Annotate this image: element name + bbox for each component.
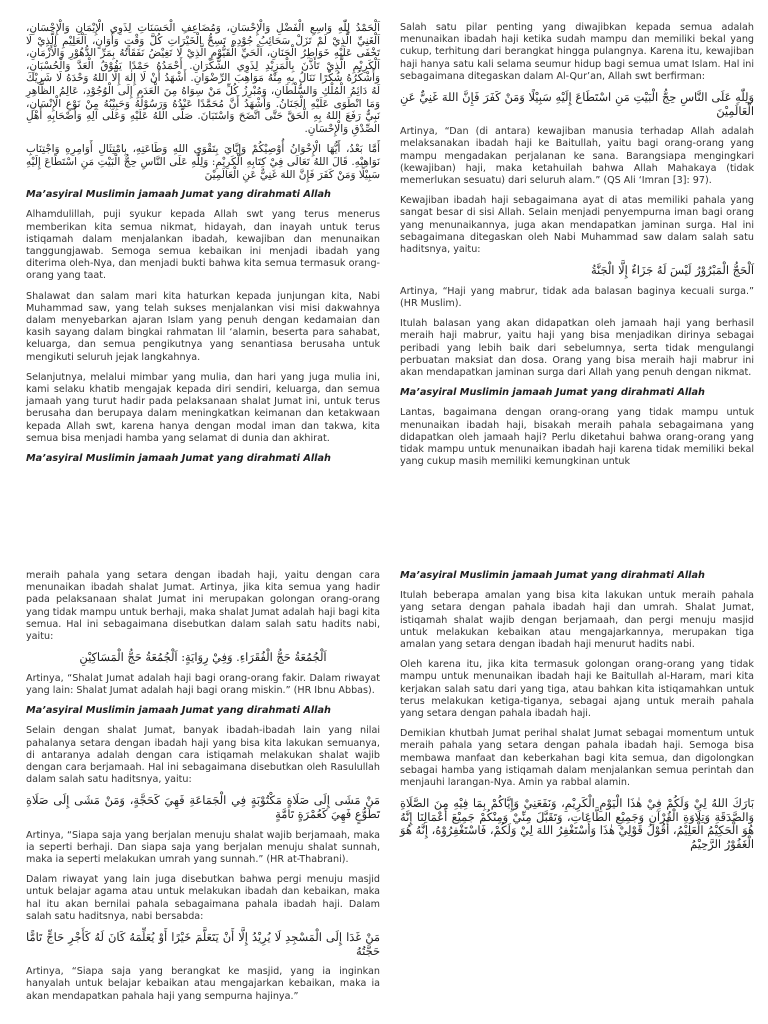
paragraph: Selanjutnya, melalui mimbar yang mulia, dan hari yang juga mulia ini, kami selaku khatib mengajak kepada diri sendiri, keluarga, dan semua jamaah yang turut hadir pada pelaksanaan shalat Jumat ini, untuk terus berusaha dan berupaya dalam meningkatkan keimanan dan ketakwaan kepada Allah swt, karena hanya dengan modal iman dan takwa, kita semua bisa menjadi hamba yang selamat di dunia dan akhirat.: [26, 371, 380, 444]
paragraph: Salah satu pilar penting yang diwajibkan kepada semua adalah menunaikan ibadah haji ketika sudah mampu dan memiliki bekal yang cukup, terhitung dari berangkat hingga pulangnya. Karena itu, kewajiban haji hanya satu kali selama seumur hidup bagi semua umat Islam. Hal ini sebagaimana ditegaskan dalam Al-Qur’an, Allah swt berfirman:: [400, 22, 754, 82]
section-heading: Ma’asyiral Muslimin jamaah Jumat yang dirahmati Allah: [400, 387, 705, 399]
arabic-amma-bad: أَمَّا بَعْدُ، أَيُّهَا الْإِخْوَانُ أُوْصِيْكُمْ وَإِيَّايَ بِتَقْوَى اللهِ وَطَاعَتِهِ، بِامْتِثَالِ أَوَامِرِهِ وَاجْتِنَابِ نَوَاهِيْهِ. قَالَ اللهُ تَعَالَى فِيْ كِتَابِهِ الْكَرِيْمِ: وَلِلّٰهِ عَلَى النَّاسِ حِجُّ الْبَيْتِ مَنِ اسْتَطَاعَ إِلَيْهِ سَبِيْلًا وَمَنْ كَفَرَ فَإِنَّ اللهَ غَنِيٌّ عَنِ الْعَالَمِيْنَ: [26, 143, 380, 181]
right-column: [400, 570, 754, 860]
page-gap: [0, 512, 768, 560]
right-column: [400, 22, 754, 476]
document-page-bottom: [0, 560, 768, 1024]
paragraph: Artinya, “Dan (di antara) kewajiban manusia terhadap Allah adalah melaksanakan ibadah haji ke Baitullah, yaitu bagi orang-orang yang mampu mengadakan perjalanan ke sana. Barangsiapa mengingkari (kewajiban) haji, maka ketahuilah bahwa Allah Mahakaya (tidak memerlukan sesuatu) dari seluruh alam.” (QS Ali ‘Imran [3]: 97).: [400, 126, 754, 187]
paragraph: Artinya, “Siapa saja yang berangkat ke masjid, yang ia inginkan hanyalah untuk belajar kebaikan atau mengajarkan kebaikan, maka ia akan mendapatkan pahala haji yang sempurna hajinya.”: [26, 966, 380, 1002]
paragraph: Itulah balasan yang akan didapatkan oleh jamaah haji yang berhasil meraih haji mabrur, yaitu haji yang bisa menjadikan dirinya sebagai peribadi yang lebih baik dari sebelumnya, serta tidak mengulangi perbuatan maksiat dan dosa. Orang yang bisa meraih haji mabrur ini akan mendapatkan jaminan surga dari Allah yang penuh dengan nikmat.: [400, 318, 754, 379]
section-heading: Ma’asyiral Muslimin jamaah Jumat yang dirahmati Allah: [26, 705, 331, 717]
arabic-opening: اَلْحَمْدُ لِلّٰهِ وَاسِعِ الْفَضْلِ وَالْإِحْسَانِ، وَمُضَاعِفِ الْحَسَنَاتِ لِذَوِي الْإِيْمَانِ وَالْإِحْسَانِ، اَلْغَنِيِّ الَّذِيْ لَمْ تَزَلْ سَحَائِبُ جُوْدِهِ تَسِحُّ الْخَيْرَاتِ كُلَّ وَقْتٍ وَأَوَانٍ، اَلْعَلِيْمِ الَّذِيْ لَا تَخْفَى عَلَيْهِ خَوَاطِرُ الْجَنَانِ، اَلْحَيِّ الْقَيُّوْمِ الَّذِيْ لَا تَغِيْضُ نَفَقَاتُهُ بِمَرِّ الدُّهُوْرِ وَالْأَزْمَانِ، اَلْكَرِيْمِ الَّذِيْ تَأَذَّنَ بِالْمَزِيْدِ لِذَوِي الشُّكْرَانِ. أَحْمَدُهُ حَمْدًا يَفُوْقُ الْعَدَّ وَالْحُسْبَانِ، وَأَشْكُرُهُ شُكْرًا نَنَالُ بِهِ مِنْهُ مَوَاهِبَ الرِّضْوَانِ. أَشْهَدُ أَنْ لَا إِلٰهَ إِلَّا اللهُ وَحْدَهُ لَا شَرِيْكَ لَهُ دَائِمُ الْمُلْكِ وَالسُّلْطَانِ، وَمُبْرِزُ كُلِّ مَنْ سِوَاهُ مِنَ الْعَدَمِ إِلَى الْوُجُوْدِ، عَالِمُ الظَّاهِرِ وَمَا انْطَوَى عَلَيْهِ الْجَنَانُ. وَأَشْهَدُ أَنَّ مُحَمَّدًا عَبْدُهُ وَرَسُوْلُهُ وَحَبِيْبُهُ مِنْ نَوْعِ الْإِنْسَانِ، نَبِيٌّ رَفَعَ اللهُ بِهِ الْحَقَّ حَتَّى اتَّضَحَ وَاسْتَبَانَ. صَلَّى اللهُ عَلَيْهِ وَعَلَى آلِهِ وَأَصْحَابِهِ أَهْلِ الصِّدْقِ وَالْإِحْسَانِ.: [26, 22, 380, 135]
arabic-closing-prayer: بَارَكَ اللهُ لِيْ وَلَكُمْ فِيْ هٰذَا الْيَوْمِ الْكَرِيْمِ، وَنَفَعَنِيْ وَإِيَّاكُمْ بِمَا فِيْهِ مِنَ الصَّلَاةِ وَالصَّدَقَةِ وَتِلَاوَةِ الْقُرْآنِ وَجَمِيْعِ الطَّاعَاتِ، وَتَقَبَّلَ مِنِّيْ وَمِنْكُمْ جَمِيْعَ أَعْمَالِنَا إِنَّهُ هُوَ الْحَكِيْمُ الْعَلِيْمُ، أَقُوْلُ قَوْلِيْ هٰذَا وَأَسْتَغْفِرُ اللهَ لِيْ وَلَكُمْ، فَاسْتَغْفِرُوْهُ، إِنَّهُ هُوَ الْغَفُوْرُ الرَّحِيْمُ: [400, 796, 754, 852]
paragraph: Dalam riwayat yang lain juga disebutkan bahwa pergi menuju masjid untuk belajar agama atau untuk melakukan ibadah dan kebaikan, maka hal itu akan bernilai pahala sebagaimana pahala ibadah haji. Dalam salah satu haditsnya, nabi bersabda:: [26, 874, 380, 922]
paragraph: Alhamdulillah, puji syukur kepada Allah swt yang terus menerus memberikan kita semua nikmat, hidayah, dan inayah untuk terus istiqamah dalam menjalankan ibadah, kewajiban dan menunaikan tanggungjawab. Semoga semua kebaikan ini menjadi ibadah yang diterima oleh-Nya, dan menjadi bukti bahwa kita semua termasuk orang-orang yang taat.: [26, 209, 380, 282]
left-column: [26, 570, 380, 1011]
section-heading: Ma’asyiral Muslimin jamaah Jumat yang dirahmati Allah: [26, 452, 331, 464]
arabic-verse: وَلِلّٰهِ عَلَى النَّاسِ حِجُّ الْبَيْتِ مَنِ اسْتَطَاعَ إِلَيْهِ سَبِيْلًا وَمَنْ كَفَرَ فَإِنَّ اللهَ غَنِيٌّ عَنِ الْعَالَمِيْنَ: [400, 90, 754, 118]
paragraph: Artinya, “Shalat Jumat adalah haji bagi orang-orang fakir. Dalam riwayat yang lain: Shalat Jumat adalah haji bagi orang miskin.” (HR Ibnu Abbas).: [26, 672, 380, 697]
paragraph: meraih pahala yang setara dengan ibadah haji, yaitu dengan cara menunaikan ibadah shalat Jumat. Artinya, jika kita semua yang hadir pada pelaksanaan shalat Jumat ini merupakan golongan orang-orang yang tidak mampu untuk berhaji, maka shalat Jumat adalah haji bagi kita semua. Hal ini sebagaimana disebutkan dalam salah satu hadits nabi, yaitu:: [26, 570, 380, 643]
paragraph: Lantas, bagaimana dengan orang-orang yang tidak mampu untuk menunaikan ibadah haji, bisakah meraih pahala sebagaimana yang didapatkan oleh jamaah haji? Perlu diketahui bahwa orang-orang yang tidak mampu untuk menunaikan ibadah haji karena tidak memiliki bekal yang cukup masih memiliki kemungkinan untuk: [400, 407, 754, 468]
arabic-hadith: مَنْ غَدَا إِلَى الْمَسْجِدِ لَا يُرِيْدُ إِلَّا أَنْ يَتَعَلَّمَ خَيْرًا أَوْ يُعَلِّمَهُ كَانَ لَهُ كَأَجْرِ حَاجٍّ تَامًّا حَجَّتُهُ: [26, 930, 380, 958]
arabic-hadith: اَلْجُمُعَةُ حَجُّ الْفُقَرَاءِ. وَفِيْ رِوَايَةٍ: اَلْجُمُعَةُ حَجُّ الْمَسَاكِيْنِ: [79, 650, 327, 665]
paragraph: Artinya, “Siapa saja yang berjalan menuju shalat wajib berjamaah, maka ia seperti berhaji. Dan siapa saja yang berjalan menuju shalat sunnah, maka ia seperti melakukan umrah yang sunnah.” (HR at-Thabrani).: [26, 829, 380, 866]
arabic-hadith: مَنْ مَشَى إِلَى صَلَاةٍ مَكْتُوْبَةٍ فِي الْجَمَاعَةِ فَهِيَ كَحَجَّةٍ، وَمَنْ مَشَى إِلَى صَلَاةِ تَطَوُّعٍ فَهِيَ كَعُمْرَةٍ تَامَّةٍ: [26, 793, 380, 822]
paragraph: Demikian khutbah Jumat perihal shalat Jumat sebagai momentum untuk meraih pahala yang setara dengan pahala ibadah haji. Semoga bisa membawa manfaat dan keberkahan bagi kita semua, dan digolongkan sebagai hamba yang istiqamah dalam menjalankan semua perintah dan menjauhi larangan-Nya. Amin ya rabbal alamin.: [400, 728, 754, 789]
arabic-hadith: اَلْحَجُّ الْمَبْرُوْرُ لَيْسَ لَهُ جَزَاءٌ إِلَّا الْجَنَّةُ: [590, 263, 754, 278]
section-heading: Ma’asyiral Muslimin jamaah Jumat yang dirahmati Allah: [400, 570, 705, 581]
left-column: [26, 22, 380, 473]
paragraph: Itulah beberapa amalan yang bisa kita lakukan untuk meraih pahala yang setara dengan pahala ibadah haji dan umrah. Shalat Jumat, istiqamah shalat wajib dengan berjamaah, dan pergi menuju masjid untuk melakukan kebaikan atau mengajarkannya, merupakan tiga amalan yang setara dengan ibadah haji menurut hadits nabi.: [400, 590, 754, 651]
section-heading: Ma’asyiral Muslimin jamaah Jumat yang dirahmati Allah: [26, 189, 331, 201]
paragraph: Kewajiban ibadah haji sebagaimana ayat di atas memiliki pahala yang sangat besar di sisi Allah. Selain menjadi penyempurna iman bagi orang yang menunaikannya, juga akan mendapatkan jaminan surga. Hal ini sebagaimana ditegaskan oleh Nabi Muhammad saw dalam salah satu haditsnya, yaitu:: [400, 195, 754, 256]
paragraph: Selain dengan shalat Jumat, banyak ibadah-ibadah lain yang nilai pahalanya setara dengan ibadah haji yang bisa kita lakukan semuanya, di antaranya adalah dengan cara istiqamah melakukan shalat wajib dengan cara berjamaah. Hal ini sebagaimana disebutkan oleh Rasulullah dalam salah satu haditsnya, yaitu:: [26, 725, 380, 786]
paragraph: Oleh karena itu, jika kita termasuk golongan orang-orang yang tidak mampu untuk menunaikan ibadah haji ke Baitullah al-Haram, mari kita kerjakan salah satu dari yang tiga, atau bahkan kita istiqamahkan untuk terus melakukan ketiga-tiganya, sebagai ajang untuk meraih pahala yang setara dengan pahala ibadah haji.: [400, 659, 754, 720]
paragraph: Artinya, “Haji yang mabrur, tidak ada balasan baginya kecuali surga.” (HR Muslim).: [400, 285, 754, 310]
paragraph: Shalawat dan salam mari kita haturkan kepada junjungan kita, Nabi Muhammad saw, yang telah sukses menjalankan visi misi dakwahnya dalam menyebarkan ajaran Islam yang penuh dengan kedamaian dan kasih sayang dalam bingkai rahmatan lil ‘alamin, beserta para sahabat, keluarga, dan semua pengikutnya yang senantiasa berusaha untuk mengikuti seluruh jejak langkahnya.: [26, 290, 380, 363]
